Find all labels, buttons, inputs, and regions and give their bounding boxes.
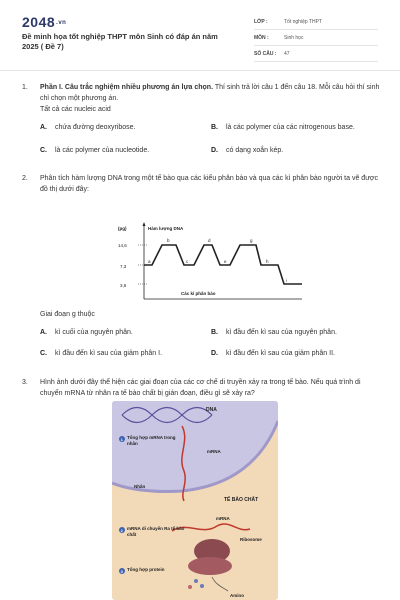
q1-option-a[interactable]: A. chứa đường deoxyribose.	[40, 124, 136, 131]
question-text: Phân tích hàm lượng DNA trong một tế bào qua các kiểu phân bào và qua các kì phân bào người ta vẽ được đồ thị dưới đây:	[40, 175, 378, 193]
q2-option-a[interactable]: A. kì cuối của nguyên phân.	[40, 329, 133, 336]
label-step-1: Tổng hợp mRNA trong nhân	[127, 435, 176, 446]
y-tick-14-6: 14,6	[118, 243, 127, 248]
stage-label-e: e	[224, 259, 227, 264]
y-tick-7-3: 7,3	[120, 264, 127, 269]
stage-label-d: d	[208, 238, 211, 243]
label-step-3: Tổng hợp protein	[127, 567, 165, 572]
header-divider	[0, 70, 400, 71]
label-mrna-nucleus: mRNA	[207, 449, 221, 454]
q1-option-b[interactable]: B. là các polymer của các nitrogenous base.	[211, 124, 355, 131]
stage-label-b: b	[167, 238, 170, 243]
y-axis-title: Hàm lượng DNA	[148, 226, 184, 231]
y-tick-3-6: 3,6	[120, 283, 127, 288]
label-dna: DNA	[206, 407, 217, 413]
amino-dot	[200, 584, 204, 588]
meta-row-subject: MÔN : Sinh học	[254, 30, 378, 46]
stage-label-i: i	[286, 278, 287, 283]
q2-option-b[interactable]: B. kì đầu đến kì sau của nguyên phân.	[211, 329, 337, 336]
y-axis-unit: (pg)	[118, 226, 127, 231]
q2-option-c[interactable]: C. kì đầu đến kì sau của giảm phân I.	[40, 350, 163, 357]
gene-expression-figure	[112, 401, 278, 600]
label-cytoplasm: TẾ BÀO CHẤT	[224, 497, 259, 503]
document-title: Đề minh họa tốt nghiệp THPT môn Sinh có đáp án năm 2025 ( Đề 7)	[22, 32, 218, 51]
q1-option-d[interactable]: D. có dạng xoắn kép.	[211, 147, 284, 154]
q1-option-c[interactable]: C. là các polymer của nucleotide.	[40, 147, 150, 154]
page-header	[0, 0, 400, 66]
label-mrna-cytoplasm: mRNA	[216, 516, 230, 521]
q2-option-d[interactable]: D. kì đầu đến kì sau của giảm phân II.	[211, 350, 335, 357]
question-stem: Tất cả các nucleic acid	[40, 106, 111, 113]
stage-label-c: c	[186, 259, 189, 264]
question-number: 2.	[22, 175, 28, 182]
question-number: 1.	[22, 84, 28, 91]
x-axis-title: Các kì phân bào	[181, 291, 216, 296]
dna-content-graph	[108, 221, 308, 307]
document-meta	[254, 14, 378, 62]
dna-content-line	[144, 245, 302, 284]
question-stem: Giai đoạn g thuộc	[40, 311, 95, 318]
label-ribosome: Ribosome	[240, 537, 262, 542]
question-number: 3.	[22, 379, 28, 386]
question-text: Hình ảnh dưới đây thể hiện các giai đoạn của các cơ chế di truyền xảy ra trong tế bào. Nếu quá trình di chuyển mRNA từ nhân ra tế bào chất bị gián đoạn, điều gì sẽ xảy ra?	[40, 379, 361, 397]
meta-row-class: LỚP : Tốt nghiệp THPT	[254, 14, 378, 30]
site-logo[interactable]: 2048.vn	[22, 14, 67, 30]
amino-dot	[194, 579, 198, 583]
amino-dot	[188, 585, 192, 589]
meta-row-count: SỐ CÂU : 47	[254, 46, 378, 62]
stage-label-g: g	[250, 238, 253, 243]
step-3-number: 3	[120, 568, 123, 574]
step-1-number: 1	[120, 436, 123, 442]
label-step-2: mRNA di chuyển Ra tế bào chất	[127, 526, 185, 537]
label-amino: Amino	[230, 593, 244, 598]
stage-label-h: h	[266, 259, 269, 264]
stage-label-a: a	[148, 259, 151, 264]
question-text: Phần I. Câu trắc nghiệm nhiều phương án lựa chọn. Thí sinh trả lời câu 1 đến câu 18. Mỗi câu hỏi thí sinh chỉ chọn một phương án.	[40, 84, 380, 102]
ribosome-small	[188, 557, 232, 575]
label-nucleus: Nhân	[134, 484, 146, 489]
step-2-number: 2	[120, 527, 123, 533]
